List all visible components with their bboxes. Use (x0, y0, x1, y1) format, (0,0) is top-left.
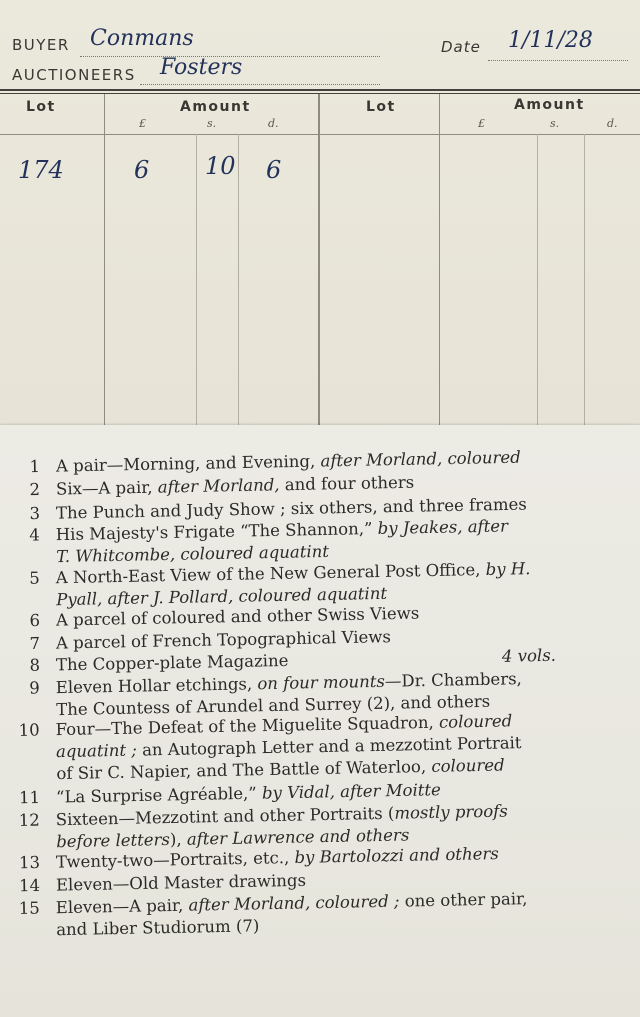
lot-number: 9 (29, 678, 41, 698)
amount-heading-right: Amount (514, 97, 585, 113)
volume-count: 4 vols. (501, 645, 557, 666)
lot-description: A parcel of coloured and other Swiss Views (55, 603, 420, 630)
lot-description: Twenty-two—Portraits, etc., by Bartolozzi and others (55, 844, 499, 872)
lot-description: Eleven—A pair, after Morland, coloured ; one other pair, and Liber Studiorum (7) (55, 889, 528, 940)
grid-line (196, 134, 197, 440)
lot-number: 6 (29, 610, 41, 631)
catalogue-clipping (0, 425, 640, 1017)
entry-pounds: 6 (134, 156, 150, 184)
lot-description: A North-East View of the New General Post Office, by H. Pyall, after J. Pollard, coloured aquatint (55, 559, 531, 610)
pounds-subhead-left: £ (139, 117, 146, 130)
lot-description: Four—The Defeat of the Miguelite Squadron, coloured aquatint ; an Autograph Letter and a mezzotint Portrait of Sir C. Napier, and The Battle of Waterloo, coloured (55, 711, 522, 784)
lot-heading-right: Lot (366, 99, 396, 115)
grid-line (584, 134, 585, 440)
date-line (488, 60, 628, 61)
grid-line (537, 134, 538, 440)
date-label: Date (441, 38, 481, 56)
entry-pence: 6 (266, 156, 282, 184)
grid-line (318, 94, 320, 440)
lot-number: 13 (18, 852, 41, 873)
lot-number: 12 (18, 810, 41, 830)
auctioneers-label: AUCTIONEERS (12, 66, 136, 84)
lot-number: 5 (29, 568, 41, 588)
lot-number: 10 (18, 720, 40, 740)
lot-heading-left: Lot (26, 99, 56, 115)
grid-line (238, 134, 239, 440)
lot-number: 11 (18, 787, 41, 808)
auctioneers-line (140, 84, 380, 85)
entry-shillings: 10 (205, 152, 236, 180)
lot-description: Sixteen—Mezzotint and other Portraits (mostly proofs before letters), after Lawrence and others (55, 801, 508, 852)
buyer-label: BUYER (12, 36, 70, 54)
lot-number: 2 (29, 479, 41, 500)
lot-description: The Copper-plate Magazine 4 vols. (55, 645, 557, 675)
date-handwritten: 1/11/28 (508, 28, 593, 53)
lot-description: Eleven Hollar etchings, on four mounts—Dr. Chambers, The Countess of Arundel and Surrey (2), and others (55, 669, 523, 720)
pence-subhead-left: d. (268, 117, 279, 130)
entry-lot: 174 (18, 156, 64, 184)
lot-description: His Majesty's Frigate “The Shannon,” by Jeakes, after T. Whitcombe, coloured aquatint (55, 516, 509, 567)
header-rule-bottom (0, 93, 640, 94)
catalogue-lot (14, 888, 537, 942)
lot-description: Eleven—Old Master drawings (55, 870, 307, 895)
amount-heading-left: Amount (180, 99, 251, 115)
auctioneers-handwritten: Fosters (160, 55, 243, 80)
shillings-subhead-right: s. (550, 117, 560, 130)
shillings-subhead-left: s. (207, 117, 217, 130)
lot-number: 8 (29, 655, 41, 675)
buyer-handwritten: Conmans (90, 26, 194, 51)
lot-number: 1 (29, 456, 41, 477)
lot-number: 4 (29, 525, 41, 545)
pounds-subhead-right: £ (478, 117, 485, 130)
lot-description: The Punch and Judy Show ; six others, and three frames (55, 494, 527, 523)
lot-description: A pair—Morning, and Evening, after Morland, coloured (55, 447, 521, 476)
lot-description: Six—A pair, after Morland, and four others (55, 472, 415, 499)
grid-line (439, 94, 440, 440)
catalogue-lot (13, 710, 526, 786)
lot-description: A parcel of French Topographical Views (55, 627, 392, 653)
grid-line (104, 94, 105, 440)
lot-description: “La Surprise Agréable,” by Vidal, after Moitte (55, 780, 441, 807)
pence-subhead-right: d. (607, 117, 618, 130)
subhead-rule (0, 134, 640, 135)
lot-number: 3 (29, 503, 41, 524)
lot-number: 15 (18, 898, 41, 918)
header-rule-top (0, 89, 640, 91)
lot-number: 14 (18, 875, 41, 896)
lot-number: 7 (29, 633, 41, 654)
